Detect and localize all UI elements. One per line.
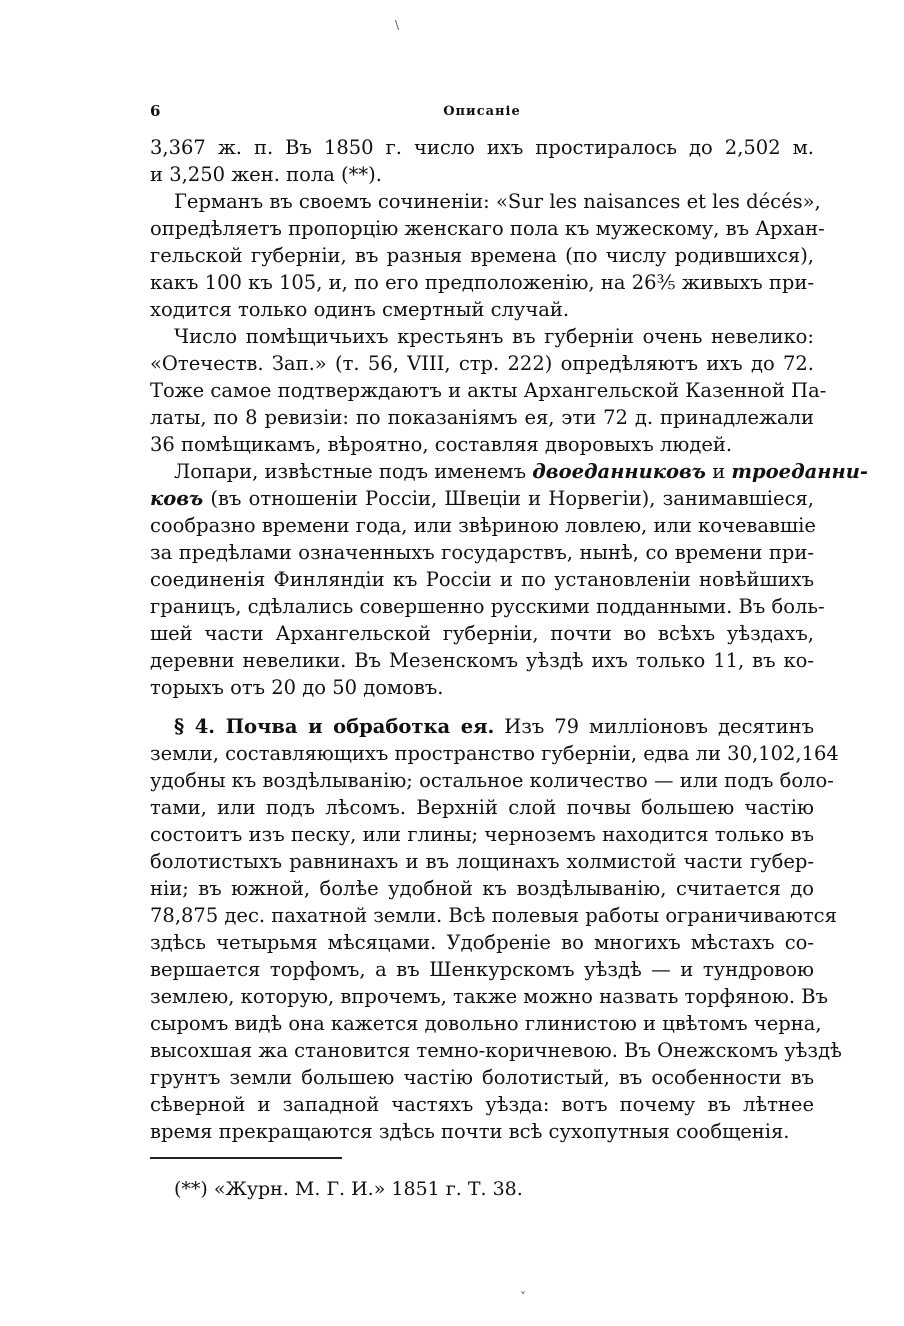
text-line: Тоже самое подтверждаютъ и акты Архангельской Казенной Па- xyxy=(150,379,827,402)
text-line: гельской губерніи, въ разныя времена (по числу родившихся), xyxy=(150,244,814,267)
body-text xyxy=(150,134,868,1145)
text-line: состоитъ изъ песку, или глины; черноземъ находится только въ xyxy=(150,823,814,846)
text-line: болотистыхъ равнинахъ и въ лощинахъ холмистой части губер- xyxy=(150,850,814,873)
page-header xyxy=(150,102,814,126)
stray-mark-bottom: ˅ xyxy=(520,1290,526,1304)
text-line: шей части Архангельской губерніи, почти во всѣхъ уѣздахъ, xyxy=(150,622,814,645)
text-line: соединенія Финляндіи къ Россіи и по установленіи новѣйшихъ xyxy=(150,568,814,591)
text-line: ковъ (въ отношеніи Россіи, Швеціи и Норвегіи), занимавшіеся, xyxy=(150,487,814,510)
footnote-rule xyxy=(150,1157,342,1159)
footnote: (**) «Журн. М. Г. И.» 1851 г. Т. 38. xyxy=(174,1178,523,1200)
text-line: землею, которую, впрочемъ, также можно назвать торфяною. Въ xyxy=(150,985,828,1008)
text-line: торыхъ отъ 20 до 50 домовъ. xyxy=(150,676,444,699)
text-line: латы, по 8 ревизіи: по показаніямъ ея, эти 72 д. принадлежали xyxy=(150,406,814,429)
text-line: сообразно времени года, или звѣриною ловлею, или кочевавшіе xyxy=(150,514,816,537)
paragraph xyxy=(150,458,868,701)
text-line: сыромъ видѣ она кажется довольно глинистою и цвѣтомъ черна, xyxy=(150,1012,822,1035)
text-line: здѣсь четырьмя мѣсяцами. Удобреніе во многихъ мѣстахъ со- xyxy=(150,931,814,954)
paragraph xyxy=(150,713,842,1145)
text-line: высохшая жа становится темно-коричневою. Въ Онежскомъ уѣздѣ xyxy=(150,1039,842,1062)
paragraph xyxy=(150,188,825,323)
section-gap xyxy=(150,701,814,713)
text-line: время прекращаются здѣсь почти всѣ сухопутныя сообщенія. xyxy=(150,1120,790,1143)
section-heading: § 4. Почва и обработка ея. xyxy=(174,715,495,738)
text-line: деревни невелики. Въ Мезенскомъ уѣздѣ ихъ только 11, въ ко- xyxy=(150,649,814,672)
text-line: Лопари, извѣстные подъ именемъ двоеданниковъ и троеданни- xyxy=(174,460,868,483)
text-line: какъ 100 къ 105, и, по его предположенію, на 26⅗ живыхъ при- xyxy=(150,271,814,294)
text-line: вершается торфомъ, а въ Шенкурскомъ уѣздѣ — и тундровою xyxy=(150,958,814,981)
text-line: § 4. Почва и обработка ея. Изъ 79 милліоновъ десятинъ xyxy=(174,715,814,738)
text-line: Число помѣщичьихъ крестьянъ въ губерніи очень невелико: xyxy=(174,325,814,348)
text-line: и 3,250 жен. пола (**). xyxy=(150,163,382,186)
page-number: 6 xyxy=(150,102,161,120)
text-line: ходится только одинъ смертный случай. xyxy=(150,298,570,321)
text-line: границъ, сдѣлались совершенно русскими подданными. Въ боль- xyxy=(150,595,825,618)
text-line: ніи; въ южной, болѣе удобной къ воздѣлыванію, считается до xyxy=(150,877,814,900)
stray-mark-top: \ xyxy=(395,18,400,32)
text-line: сѣверной и западной частяхъ уѣзда: вотъ почему въ лѣтнее xyxy=(150,1093,814,1116)
text-line: «Отечеств. Зап.» (т. 56, VIII, стр. 222) опредѣляютъ ихъ до 72. xyxy=(150,352,814,375)
text-line: за предѣлами означенныхъ государствъ, нынѣ, со времени при- xyxy=(150,541,814,564)
italic-term: ковъ xyxy=(150,487,204,510)
text-line: 78,875 дес. пахатной земли. Всѣ полевыя работы ограничиваются xyxy=(150,904,837,927)
italic-term: двоеданниковъ xyxy=(532,460,706,483)
text-line: грунтъ земли большею частію болотистый, въ особенности въ xyxy=(150,1066,814,1089)
text-line: Германъ въ своемъ сочиненіи: «Sur les naisances et les décés», xyxy=(174,190,821,213)
text-line: 36 помѣщикамъ, вѣроятно, составляя дворовыхъ людей. xyxy=(150,433,733,456)
italic-term: троеданни- xyxy=(731,460,868,483)
text-line: тами, или подъ лѣсомъ. Верхній слой почвы большею частію xyxy=(150,796,814,819)
running-title: Описаніе xyxy=(443,104,521,119)
text-line: земли, составляющихъ пространство губерніи, едва ли 30,102,164 xyxy=(150,742,839,765)
text-line: опредѣляетъ пропорцію женскаго пола къ мужескому, въ Архан- xyxy=(150,217,825,240)
text-line: 3,367 ж. п. Въ 1850 г. число ихъ простиралось до 2,502 м. xyxy=(150,136,814,159)
text-line: удобны къ воздѣлыванію; остальное количество — или подъ боло- xyxy=(150,769,834,792)
paragraph xyxy=(150,134,814,188)
paragraph xyxy=(150,323,827,458)
book-page xyxy=(150,0,868,1326)
